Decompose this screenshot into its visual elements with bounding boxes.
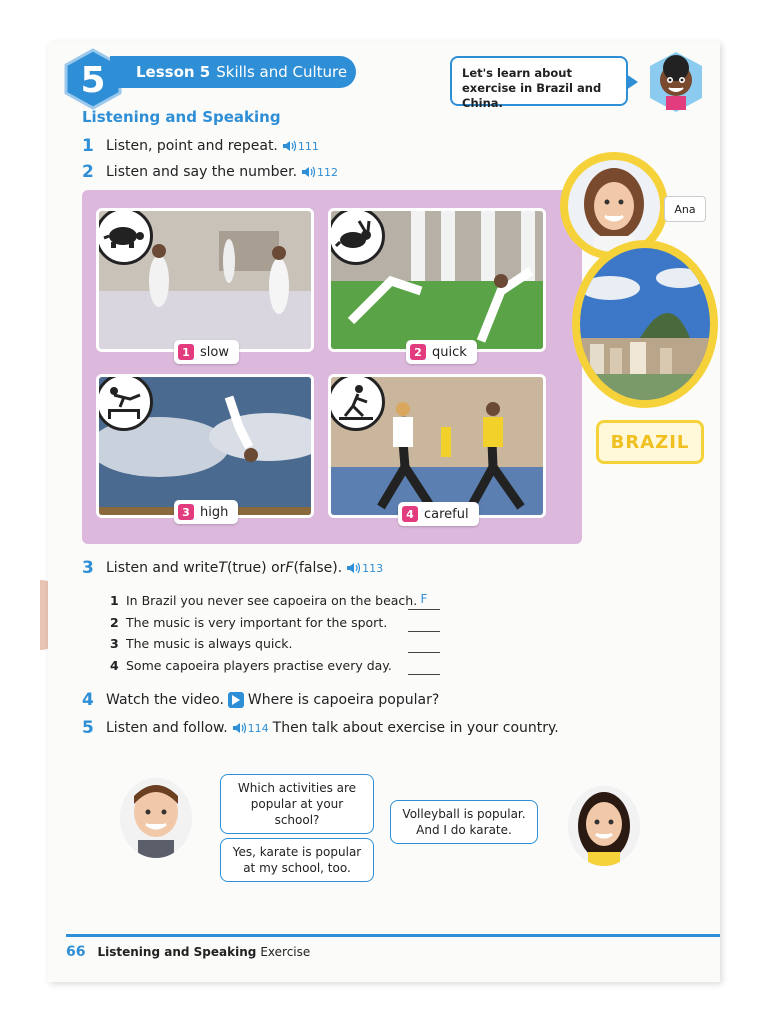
- dialogue-question-bubble: Which activities are popular at your school?: [220, 774, 374, 834]
- instruction-number: 5: [82, 718, 94, 738]
- lesson-number: 5: [80, 60, 106, 101]
- audio-track-number: 113: [362, 561, 384, 575]
- audio-track[interactable]: [346, 562, 383, 575]
- answer-blank-2[interactable]: [408, 614, 440, 632]
- textbook-page: [48, 42, 720, 982]
- audio-track[interactable]: [282, 140, 319, 153]
- instruction-text: Listen, point and repeat.: [106, 138, 278, 154]
- speaker-icon: [346, 562, 360, 574]
- list-item: 4 Some capoeira players practise every day.: [110, 657, 392, 673]
- label-slow: [174, 340, 239, 364]
- brazil-label: BRAZIL: [596, 420, 704, 464]
- instruction-text-a: Listen and follow.: [106, 720, 228, 736]
- instruction-text-b: Then talk about exercise in your country.: [272, 720, 559, 736]
- label-number: 2: [410, 344, 426, 360]
- rabbit-icon: [328, 208, 385, 265]
- lesson-title: Skills and Culture: [216, 63, 348, 81]
- lesson-title-bar: [110, 56, 356, 88]
- photo-slow[interactable]: [96, 208, 314, 352]
- instruction-text-c: (false).: [293, 560, 343, 576]
- ana-photo: [568, 160, 660, 252]
- label-word: slow: [200, 344, 229, 360]
- list-item: 3 The music is always quick.: [110, 636, 293, 651]
- instruction-number: 2: [82, 162, 94, 182]
- label-high: [174, 500, 238, 524]
- photo-careful[interactable]: [328, 374, 546, 518]
- play-video-icon[interactable]: [228, 692, 244, 708]
- speaker-icon: [282, 140, 296, 152]
- instruction-2: [82, 162, 338, 182]
- boy-avatar: [120, 778, 192, 858]
- label-number: 1: [178, 344, 194, 360]
- footer-divider: [66, 934, 720, 937]
- instruction-number: 3: [82, 558, 94, 578]
- photo-high[interactable]: [96, 374, 314, 518]
- lesson-prefix: Lesson 5: [136, 63, 211, 81]
- answer-blank-3[interactable]: [408, 635, 440, 653]
- footer-topic: Exercise: [260, 945, 311, 959]
- boy-character-icon: [648, 50, 704, 114]
- true-false-list: [110, 590, 450, 676]
- audio-track[interactable]: [232, 722, 269, 735]
- instruction-5: [82, 718, 559, 738]
- page-number: 66: [66, 944, 86, 960]
- footer-section: Listening and Speaking: [97, 945, 257, 959]
- instruction-text-a: Watch the video.: [106, 692, 224, 708]
- label-number: 3: [178, 504, 194, 520]
- instruction-text-a: Listen and write: [106, 560, 219, 576]
- audio-track[interactable]: [301, 166, 338, 179]
- photo-quick[interactable]: [328, 208, 546, 352]
- list-item: 1 In Brazil you never see capoeira on the beach.: [110, 593, 418, 608]
- page-footer: [66, 944, 310, 960]
- instruction-number: 4: [82, 690, 94, 710]
- instruction-4: [82, 690, 439, 710]
- high-jump-icon: [96, 374, 153, 431]
- rio-photo: [580, 248, 710, 400]
- dialogue-answer-bubble-2: Volleyball is popular. And I do karate.: [390, 800, 538, 844]
- label-word: quick: [432, 344, 467, 360]
- speaker-icon: [301, 166, 315, 178]
- turtle-icon: [96, 208, 153, 265]
- girl-avatar: [568, 786, 640, 866]
- label-careful: [398, 502, 479, 526]
- activity-panel: [82, 190, 582, 544]
- dialogue-answer-bubble-1: Yes, karate is popular at my school, too.: [220, 838, 374, 882]
- label-word: high: [200, 504, 229, 520]
- list-item: 2 The music is very important for the sport.: [110, 614, 388, 630]
- instruction-text: Listen and say the number.: [106, 164, 298, 180]
- caution-icon: [328, 374, 385, 431]
- audio-track-number: 111: [297, 139, 319, 153]
- audio-track-number: 112: [317, 165, 339, 179]
- true-letter: T: [218, 560, 227, 576]
- false-letter: F: [285, 560, 294, 576]
- intro-speech-bubble: Let's learn about exercise in Brazil and China.: [450, 56, 628, 106]
- answer-blank-1[interactable]: F: [408, 592, 440, 610]
- answer-blank-4[interactable]: [408, 657, 440, 675]
- label-word: careful: [424, 506, 469, 522]
- ana-name-tag: Ana: [664, 196, 706, 222]
- instruction-1: [82, 136, 319, 156]
- speaker-icon: [232, 722, 246, 734]
- section-heading: Listening and Speaking: [82, 108, 281, 126]
- instruction-text-b: Where is capoeira popular?: [247, 692, 440, 708]
- audio-track-number: 114: [247, 721, 269, 735]
- instruction-number: 1: [82, 136, 94, 156]
- label-quick: [406, 340, 477, 364]
- instruction-text-b: (true) or: [226, 560, 286, 576]
- label-number: 4: [402, 506, 418, 522]
- instruction-3: [82, 558, 383, 578]
